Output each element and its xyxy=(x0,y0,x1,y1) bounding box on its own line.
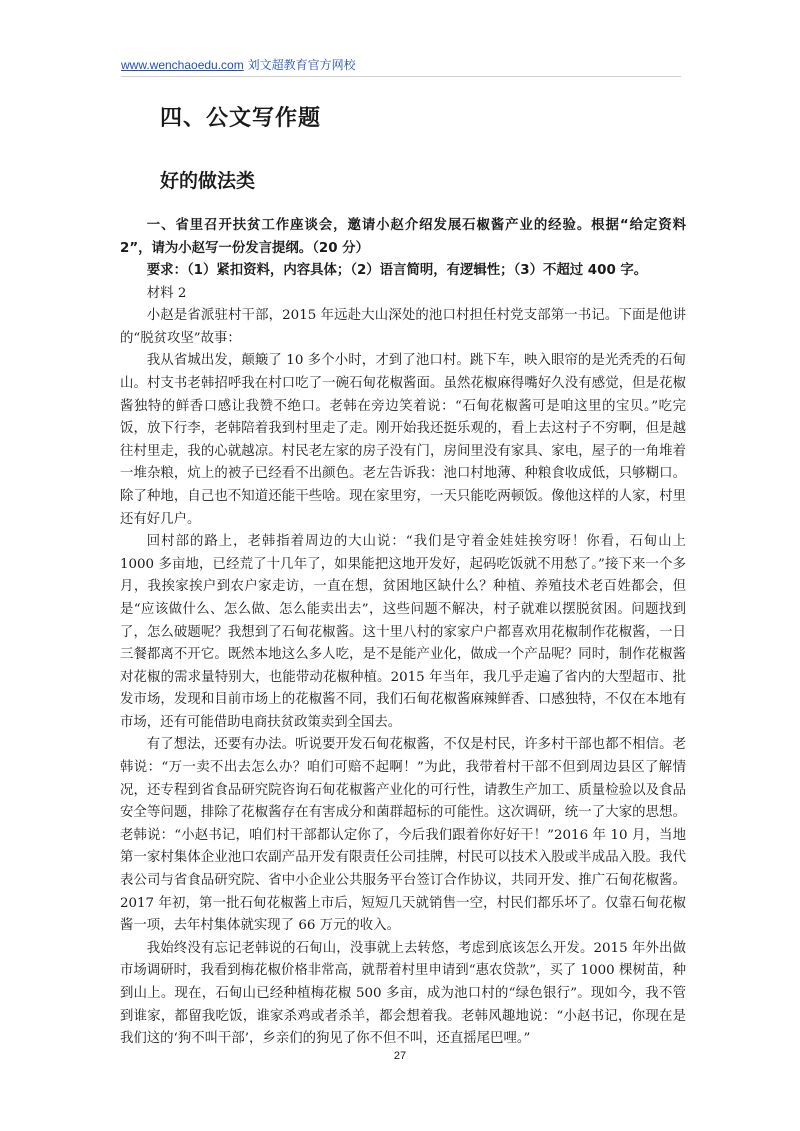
section-title: 四、公文写作题 xyxy=(160,105,322,131)
page-number: 27 xyxy=(393,1050,407,1062)
paragraph: 我从省城出发，颠簸了 10 多个小时，才到了池口村。跳下车，映入眼帘的是光秃秃的石甸山。村支书老韩招呼我在村口吃了一碗石甸花椒酱面。虽然花椒麻得嘴好久没有感觉，但是花椒酱独特的鲜香口感让我赞不绝口。老韩在旁边笑着说：“石甸花椒酱可是咱这里的宝贝。”吃完饭，放下行李，老韩陪着我到村里走了走。刚开始我还挺乐观的，看上去这村子不穷啊，但是越往村里走，我的心就越凉。村民老左家的房子没有门，房间里没有家具、家电，屋子的一角堆着一堆杂粮，炕上的被子已经看不出颜色。老左告诉我：池口村地薄、种粮食收成低，只够糊口。除了种地，自己也不知道还能干些啥。现在家里穷，一天只能吃两顿饭。像他这样的人家，村里还有好几户。 xyxy=(120,353,686,527)
requirements-text: 要求：（1）紧扣资料，内容具体；（2）语言简明，有逻辑性；（3）不超过 400 字。 xyxy=(146,263,648,278)
paragraph: 有了想法，还要有办法。听说要开发石甸花椒酱，不仅是村民，许多村干部也都不相信。老韩说：“万一卖不出去怎么办？咱们可赔不起啊！”为此，我带着村干部不但到周边县区了解情况，还专程到省食品研究院咨询石甸花椒酱产业化的可行性，请教生产加工、质量检验以及食品安全等问题，排除了花椒酱存在有害成分和菌群超标的可能性。这次调研，统一了大家的思想。老韩说：“小赵书记，咱们村干部都认定你了，今后我们跟着你好好干！”2016 年 10 月，当地第一家村集体企业池口农副产品开发有限责任公司挂牌，村民可以技术入股或半成品入股。我代表公司与省食品研究院、省中小企业公共服务平台签订合作协议，共同开发、推广石甸花椒酱。2017 年初，第一批石甸花椒酱上市后，短短几天就销售一空，村民们都乐坏了。仅靠石甸花椒酱一项，去年村集体就实现了 66 万元的收入。 xyxy=(120,737,686,934)
question-text: 一、省里召开扶贫工作座谈会，邀请小赵介绍发展石椒酱产业的经验。根据“给定资料 2”，请为小赵写一份发言提纲。（20 分） xyxy=(120,218,686,256)
page-header xyxy=(121,57,681,77)
paragraph: 回村部的路上，老韩指着周边的大山说：“我们是守着金娃娃挨穷呀！你看，石甸山上 1000 多亩地，已经荒了十几年了，如果能把这地开发好，起码吃饭就不用愁了。”接下来一个多月，我挨家挨户到农户家走访，一直在想，贫困地区缺什么？种植、养殖技术老百姓都会，但是“应该做什么、怎么做、怎么能卖出去”，这些问题不解决，村子就难以摆脱贫困。问题找到了，怎么破题呢？我想到了石甸花椒酱。这十里八村的家家户户都喜欢用花椒制作花椒酱，一日三餐都离不开它。既然本地这么多人吃，是不是能产业化，做成一个产品呢？同时，制作花椒酱对花椒的需求量特别大，也能带动花椒种植。2015 年当年，我几乎走遍了省内的大型超市、批发市场，发现和目前市场上的花椒酱不同，我们石甸花椒酱麻辣鲜香、口感独特，不仅在本地有市场，还有可能借助电商扶贫政策卖到全国去。 xyxy=(120,534,686,730)
document-body xyxy=(120,214,686,1051)
site-name: 刘文超教育官方网校 xyxy=(247,58,356,72)
website-link[interactable]: www.wenchaoedu.com xyxy=(121,58,244,72)
paragraph: 我始终没有忘记老韩说的石甸山，没事就上去转悠，考虑到底该怎么开发。2015 年外出做市场调研时，我看到梅花椒价格非常高，就帮着村里申请到“惠农贷款”，买了 1000 棵树苗，种到山上。现在，石甸山已经种植梅花椒 500 多亩，成为池口村的“绿色银行”。现如今，我不管到谁家，都留我吃饭，谁家杀鸡或者杀羊，都会想着我。老韩风趣地说：“小赵书记，你现在是我们这的‘狗不叫干部’，乡亲们的狗见了你不但不叫，还直摇尾巴哩。” xyxy=(120,940,686,1047)
paragraph: 小赵是省派驻村干部，2015 年远赴大山深处的池口村担任村党支部第一书记。下面是他讲的“脱贫攻坚”故事： xyxy=(120,308,686,346)
material-label: 材料 2 xyxy=(146,285,187,301)
subsection-title: 好的做法类 xyxy=(160,170,256,192)
